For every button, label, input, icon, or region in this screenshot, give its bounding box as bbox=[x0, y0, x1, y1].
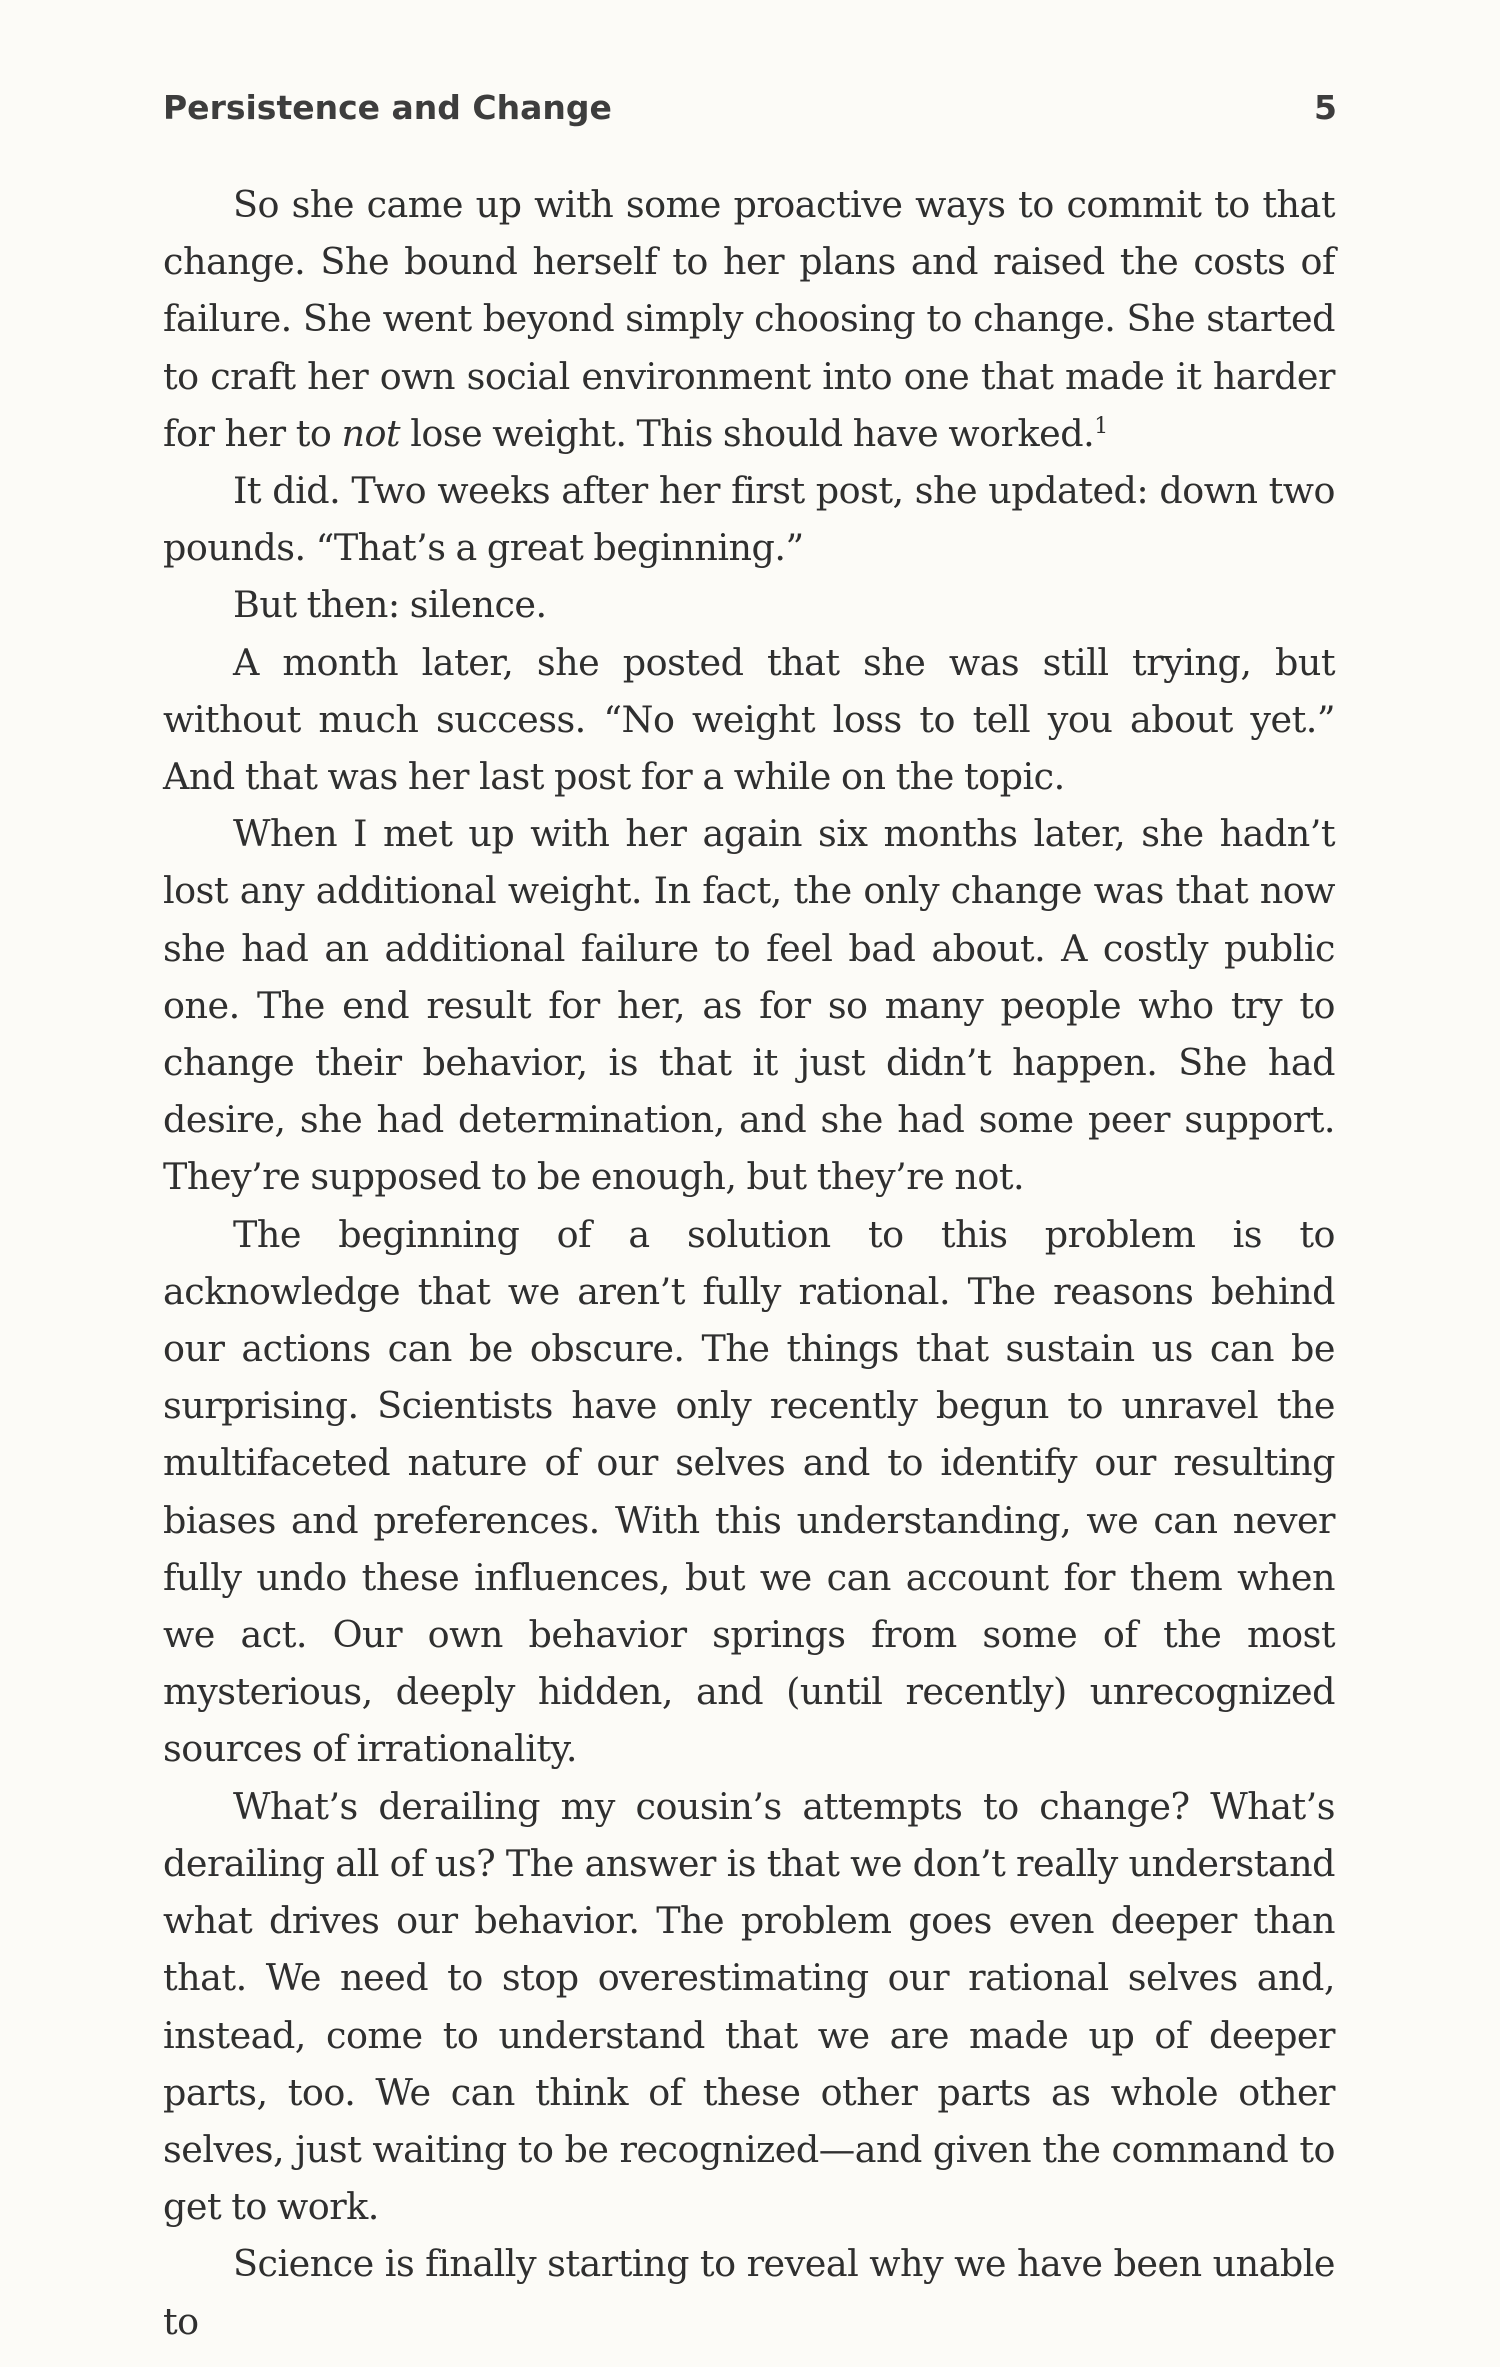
emphasis-not: not bbox=[341, 411, 401, 455]
paragraph-3: But then: silence. bbox=[233, 583, 547, 627]
page-number: 5 bbox=[1314, 88, 1337, 127]
paragraph-2: It did. Two weeks after her first post, she updated: down two pounds. “That’s a great beginning.” bbox=[163, 469, 1335, 570]
paragraph-1-text-b: lose weight. This should have worked. bbox=[400, 411, 1095, 455]
paragraph-7: What’s derailing my cousin’s attempts to change? What’s derailing all of us? The answer is that we don’t really understand what drives our behavior. The problem goes even deeper than that. We need to stop overestimating our rational selves and, instead, come to understand that we are made up of deeper parts, too. We can think of these other parts as whole other selves, just waiting to be recognized—and given the command to get to work. bbox=[163, 1784, 1335, 2229]
running-head bbox=[163, 88, 1337, 138]
chapter-title: Persistence and Change bbox=[163, 88, 612, 127]
footnote-marker: 1 bbox=[1094, 413, 1108, 439]
paragraph-6: The beginning of a solution to this problem is to acknowledge that we aren’t fully rational. The reasons behind our actions can be obscure. The things that sustain us can be surprising. Scientists have only recently begun to unravel the multifaceted nature of our selves and to identify our resulting biases and preferences. With this understanding, we can never fully undo these influences, but we can account for them when we act. Our own behavior springs from some of the most mysterious, deeply hidden, and (until recently) unrecognized sources of irrationality. bbox=[163, 1212, 1335, 1771]
paragraph-1-text-a: So she came up with some proactive ways to commit to that change. She bound herself to her plans and raised the costs of failure. She went beyond simply choosing to change. She started to craft her own social environment into one that made it harder for her to bbox=[163, 183, 1335, 455]
paragraph-1 bbox=[163, 176, 1335, 462]
body-text bbox=[163, 176, 1335, 2350]
paragraph-8: Science is finally starting to reveal why we have been unable to bbox=[163, 2242, 1335, 2343]
paragraph-4: A month later, she posted that she was still trying, but without much success. “No weight loss to tell you about yet.” And that was her last post for a while on the topic. bbox=[163, 640, 1335, 799]
paragraph-5: When I met up with her again six months later, she hadn’t lost any additional weight. In fact, the only change was that now she had an additional failure to feel bad about. A costly public one. The end result for her, as for so many people who try to change their behavior, is that it just didn’t happen. She had desire, she had determination, and she had some peer support. They’re supposed to be enough, but they’re not. bbox=[163, 812, 1335, 1199]
